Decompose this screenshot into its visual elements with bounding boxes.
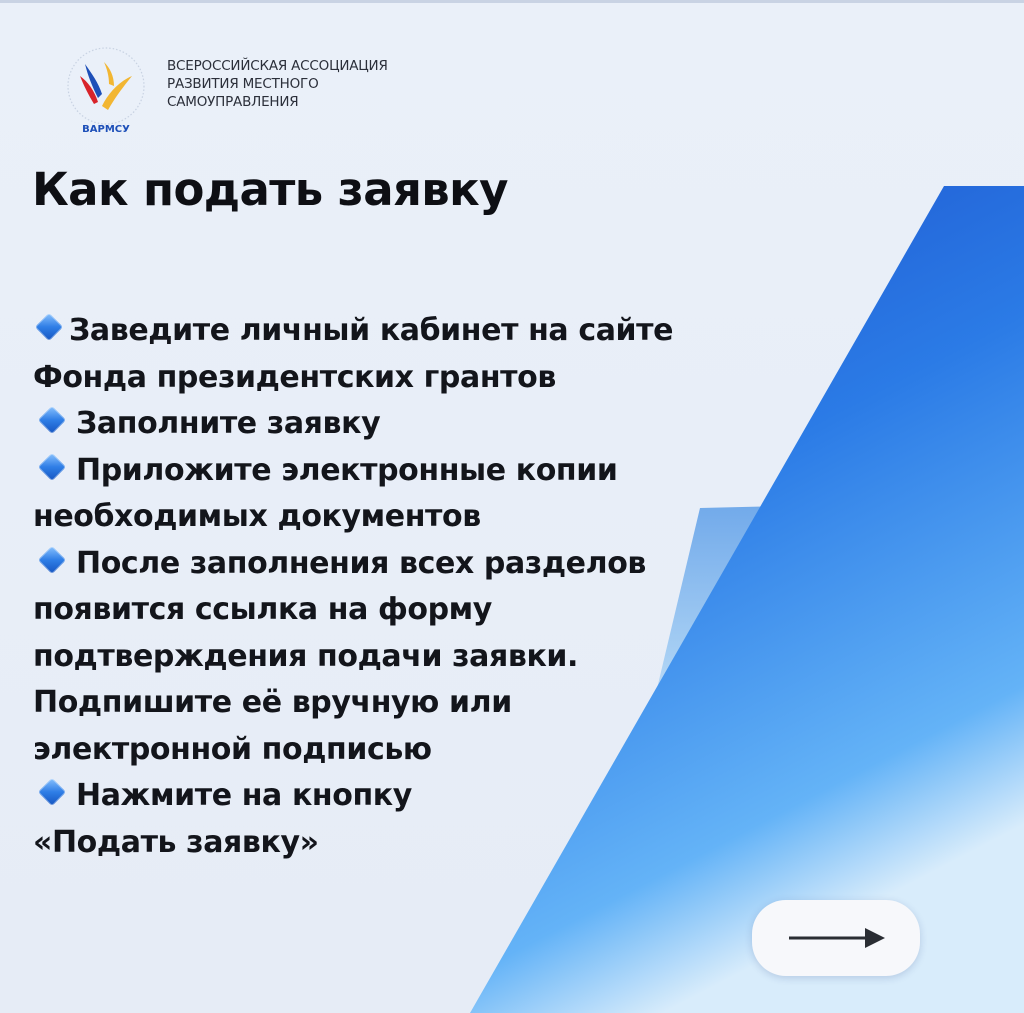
organization-name-line: САМОУПРАВЛЕНИЯ <box>167 94 299 110</box>
organization-name-line: ВСЕРОССИЙСКАЯ АССОЦИАЦИЯ <box>167 58 388 74</box>
step-item <box>33 308 823 355</box>
step-item <box>33 773 823 820</box>
organization-name <box>167 57 487 111</box>
association-logo <box>58 42 154 138</box>
step-text: необходимых документов <box>33 499 481 534</box>
step-text: Заведите личный кабинет на сайте <box>69 313 674 348</box>
step-text: электронной подписью <box>33 731 432 767</box>
step-text: подтверждения подачи заявки. <box>33 638 579 674</box>
blue-diamond-icon <box>38 778 66 806</box>
step-text: Нажмите на кнопку <box>76 778 412 813</box>
step-item <box>33 448 823 495</box>
step-text: Подпишите её вручную или <box>33 685 512 720</box>
blue-diamond-icon <box>38 452 66 480</box>
step-text: После заполнения всех разделов <box>76 545 646 581</box>
steps-list <box>33 308 823 866</box>
step-text: «Подать заявку» <box>33 824 319 860</box>
step-item <box>33 541 823 588</box>
page-title: Как подать заявку <box>32 163 508 216</box>
blue-diamond-icon <box>38 406 66 434</box>
arrow-right-icon <box>781 923 891 953</box>
organization-name-line: РАЗВИТИЯ МЕСТНОГО <box>167 76 319 92</box>
step-item <box>33 401 823 448</box>
step-text: Заполните заявку <box>76 406 381 441</box>
blue-diamond-icon <box>35 313 63 341</box>
logo-emblem <box>68 48 144 124</box>
next-button[interactable] <box>752 900 920 976</box>
step-text: Фонда президентских грантов <box>33 359 556 395</box>
step-text: появится ссылка на форму <box>33 592 492 627</box>
logo-abbreviation: ВАРМСУ <box>82 124 130 135</box>
blue-diamond-icon <box>38 545 66 573</box>
step-text: Приложите электронные копии <box>76 452 618 488</box>
